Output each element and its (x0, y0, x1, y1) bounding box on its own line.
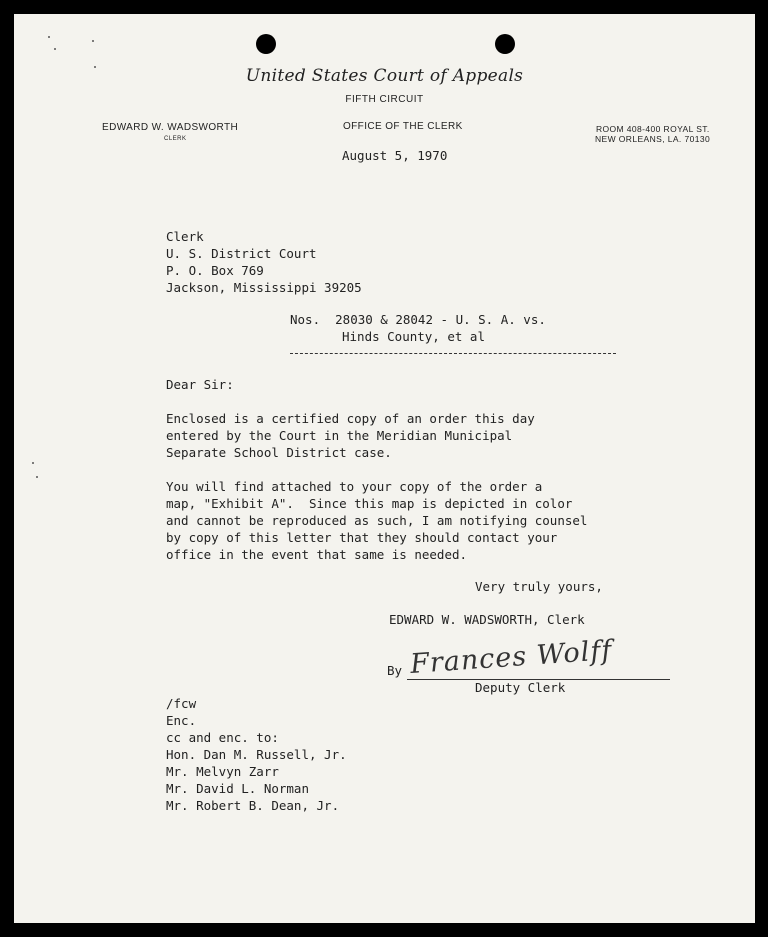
office-label: OFFICE OF THE CLERK (343, 121, 463, 132)
enclosure-note: Enc. (166, 713, 197, 728)
by-label: By (387, 663, 403, 678)
cc-recipient: Hon. Dan M. Russell, Jr. (166, 747, 347, 762)
paragraph-line: Enclosed is a certified copy of an order this day (166, 411, 535, 426)
cc-recipient: Mr. David L. Norman (166, 781, 309, 796)
punch-hole-left (256, 34, 276, 54)
case-reference: Nos. 28030 & 28042 - U. S. A. vs. (290, 312, 546, 327)
circuit-name: FIFTH CIRCUIT (345, 94, 424, 105)
letter-date: August 5, 1970 (342, 148, 448, 163)
punch-hole-right (495, 34, 515, 54)
reference-underline (290, 353, 616, 354)
typist-initials: /fcw (166, 696, 197, 711)
cc-label: cc and enc. to: (166, 730, 279, 745)
recipient-line: Jackson, Mississippi 39205 (166, 280, 362, 295)
signer-name: EDWARD W. WADSWORTH, Clerk (389, 612, 585, 627)
speck (92, 40, 94, 42)
speck (32, 462, 34, 464)
paragraph-line: Separate School District case. (166, 445, 392, 460)
cc-recipient: Mr. Melvyn Zarr (166, 764, 279, 779)
speck (36, 476, 38, 478)
court-name: United States Court of Appeals (245, 66, 524, 86)
speck (54, 48, 56, 50)
paragraph-line: office in the event that same is needed. (166, 547, 468, 562)
speck (48, 36, 50, 38)
paragraph-line: entered by the Court in the Meridian Municipal (166, 428, 513, 443)
salutation: Dear Sir: (166, 377, 234, 392)
letter-page (14, 14, 755, 923)
recipient-line: U. S. District Court (166, 246, 317, 261)
paragraph-line: map, "Exhibit A". Since this map is depicted in color (166, 496, 573, 511)
paragraph-line: You will find attached to your copy of the order a (166, 479, 543, 494)
case-reference: Hinds County, et al (342, 329, 485, 344)
paragraph-line: by copy of this letter that they should contact your (166, 530, 558, 545)
recipient-line: Clerk (166, 229, 204, 244)
clerk-name: EDWARD W. WADSWORTH (102, 122, 239, 133)
handwritten-signature: Frances Wolff (409, 634, 614, 681)
cc-recipient: Mr. Robert B. Dean, Jr. (166, 798, 340, 813)
paragraph-line: and cannot be reproduced as such, I am notifying counsel (166, 513, 588, 528)
signer-title: Deputy Clerk (475, 680, 566, 695)
recipient-line: P. O. Box 769 (166, 263, 264, 278)
office-address-line2: NEW ORLEANS, LA. 70130 (595, 134, 711, 144)
closing: Very truly yours, (475, 579, 603, 594)
clerk-title: CLERK (164, 136, 187, 142)
office-address-line1: ROOM 408-400 ROYAL ST. (596, 124, 710, 134)
